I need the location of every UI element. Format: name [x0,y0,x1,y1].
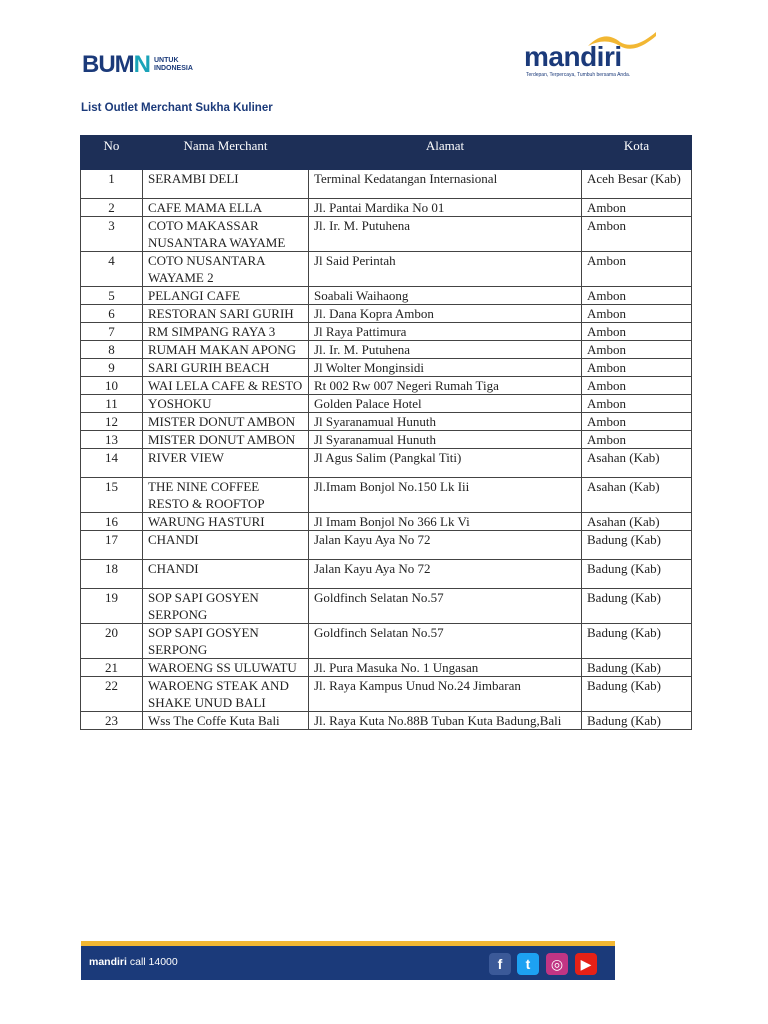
bumn-logo-subtitle: UNTUK INDONESIA [154,57,193,72]
bumn-logo [82,52,193,78]
cell-no: 19 [81,589,143,624]
cell-alamat: Jl Raya Pattimura [309,323,582,341]
table-row [81,377,692,395]
column-header-nama: Nama Merchant [143,136,309,170]
column-header-alamat: Alamat [309,136,582,170]
mandiri-tagline: Terdepan, Terpercaya, Tumbuh bersama Anda. [526,72,631,78]
cell-alamat: Jl Said Perintah [309,252,582,287]
cell-nama: SOP SAPI GOSYEN SERPONG [143,624,309,659]
cell-alamat: Goldfinch Selatan No.57 [309,589,582,624]
facebook-icon[interactable]: f [489,953,511,975]
cell-nama: MISTER DONUT AMBON [143,431,309,449]
mandiri-logo [524,30,659,80]
cell-kota: Asahan (Kab) [582,478,692,513]
cell-nama: SARI GURIH BEACH [143,359,309,377]
cell-alamat: Jl. Ir. M. Putuhena [309,341,582,359]
cell-alamat: Jl Agus Salim (Pangkal Titi) [309,449,582,478]
cell-kota: Ambon [582,252,692,287]
cell-no: 2 [81,199,143,217]
cell-nama: RM SIMPANG RAYA 3 [143,323,309,341]
table-row [81,217,692,252]
cell-nama: WARUNG HASTURI [143,513,309,531]
table-row [81,359,692,377]
cell-alamat: Jl Syaranamual Hunuth [309,431,582,449]
table-row [81,323,692,341]
table-row [81,170,692,199]
cell-kota: Badung (Kab) [582,659,692,677]
cell-no: 17 [81,531,143,560]
cell-kota: Ambon [582,359,692,377]
mandiri-wordmark: mandiri [524,41,622,72]
cell-no: 6 [81,305,143,323]
cell-alamat: Jl. Ir. M. Putuhena [309,217,582,252]
table-row [81,449,692,478]
cell-nama: RIVER VIEW [143,449,309,478]
bumn-logo-mark: BUMN [82,51,150,78]
footer-banner [81,941,615,980]
cell-no: 23 [81,712,143,730]
cell-nama: WAI LELA CAFE & RESTO [143,377,309,395]
cell-alamat: Jalan Kayu Aya No 72 [309,531,582,560]
cell-nama: RESTORAN SARI GURIH [143,305,309,323]
cell-nama: YOSHOKU [143,395,309,413]
cell-nama: SOP SAPI GOSYEN SERPONG [143,589,309,624]
cell-kota: Ambon [582,305,692,323]
table-row [81,589,692,624]
cell-alamat: Jl. Raya Kampus Unud No.24 Jimbaran [309,677,582,712]
youtube-icon[interactable]: ▶ [575,953,597,975]
table-row [81,305,692,323]
cell-nama: CHANDI [143,560,309,589]
cell-no: 11 [81,395,143,413]
cell-nama: WAROENG STEAK AND SHAKE UNUD BALI [143,677,309,712]
table-row [81,560,692,589]
cell-nama: CHANDI [143,531,309,560]
table-row [81,513,692,531]
cell-alamat: Rt 002 Rw 007 Negeri Rumah Tiga [309,377,582,395]
cell-nama: CAFE MAMA ELLA [143,199,309,217]
cell-no: 20 [81,624,143,659]
table-row [81,677,692,712]
instagram-icon[interactable]: ◎ [546,953,568,975]
cell-kota: Badung (Kab) [582,677,692,712]
cell-nama: COTO NUSANTARA WAYAME 2 [143,252,309,287]
cell-kota: Ambon [582,287,692,305]
cell-nama: WAROENG SS ULUWATU [143,659,309,677]
cell-alamat: Jl. Raya Kuta No.88B Tuban Kuta Badung,Bali [309,712,582,730]
table-body [81,170,692,730]
table-row [81,413,692,431]
table-row [81,478,692,513]
cell-nama: PELANGI CAFE [143,287,309,305]
cell-no: 21 [81,659,143,677]
cell-kota: Asahan (Kab) [582,449,692,478]
cell-alamat: Jalan Kayu Aya No 72 [309,560,582,589]
cell-kota: Ambon [582,341,692,359]
cell-no: 10 [81,377,143,395]
cell-kota: Ambon [582,199,692,217]
cell-no: 22 [81,677,143,712]
page-title: List Outlet Merchant Sukha Kuliner [81,102,273,114]
cell-alamat: Jl.Imam Bonjol No.150 Lk Iii [309,478,582,513]
cell-no: 7 [81,323,143,341]
cell-no: 13 [81,431,143,449]
table-row [81,659,692,677]
cell-nama: THE NINE COFFEE RESTO & ROOFTOP [143,478,309,513]
cell-kota: Aceh Besar (Kab) [582,170,692,199]
cell-kota: Badung (Kab) [582,589,692,624]
column-header-kota: Kota [582,136,692,170]
cell-nama: RUMAH MAKAN APONG [143,341,309,359]
table-row [81,199,692,217]
table-row [81,341,692,359]
cell-alamat: Goldfinch Selatan No.57 [309,624,582,659]
cell-alamat: Terminal Kedatangan Internasional [309,170,582,199]
cell-no: 18 [81,560,143,589]
cell-kota: Ambon [582,431,692,449]
cell-kota: Ambon [582,323,692,341]
cell-kota: Badung (Kab) [582,712,692,730]
cell-alamat: Jl. Pura Masuka No. 1 Ungasan [309,659,582,677]
table-row [81,531,692,560]
table-row [81,712,692,730]
cell-no: 12 [81,413,143,431]
cell-alamat: Soabali Waihaong [309,287,582,305]
table-row [81,431,692,449]
cell-no: 15 [81,478,143,513]
table-row [81,252,692,287]
cell-kota: Badung (Kab) [582,560,692,589]
cell-nama: SERAMBI DELI [143,170,309,199]
cell-kota: Ambon [582,217,692,252]
cell-kota: Asahan (Kab) [582,513,692,531]
cell-no: 4 [81,252,143,287]
cell-no: 3 [81,217,143,252]
cell-kota: Badung (Kab) [582,624,692,659]
table-row [81,624,692,659]
cell-no: 1 [81,170,143,199]
cell-alamat: Golden Palace Hotel [309,395,582,413]
table-row [81,287,692,305]
column-header-no: No [81,136,143,170]
cell-kota: Ambon [582,377,692,395]
cell-alamat: Jl Wolter Monginsidi [309,359,582,377]
cell-kota: Badung (Kab) [582,531,692,560]
cell-nama: COTO MAKASSAR NUSANTARA WAYAME [143,217,309,252]
cell-nama: Wss The Coffe Kuta Bali [143,712,309,730]
cell-alamat: Jl Imam Bonjol No 366 Lk Vi [309,513,582,531]
table-row [81,395,692,413]
cell-alamat: Jl. Pantai Mardika No 01 [309,199,582,217]
cell-no: 8 [81,341,143,359]
cell-kota: Ambon [582,395,692,413]
cell-nama: MISTER DONUT AMBON [143,413,309,431]
cell-no: 5 [81,287,143,305]
cell-no: 16 [81,513,143,531]
merchant-table [80,135,692,730]
cell-alamat: Jl. Dana Kopra Ambon [309,305,582,323]
footer-call-text: mandiri call 14000 [89,956,178,968]
cell-kota: Ambon [582,413,692,431]
table-header-row [81,136,692,170]
twitter-icon[interactable]: t [517,953,539,975]
cell-no: 9 [81,359,143,377]
cell-alamat: Jl Syaranamual Hunuth [309,413,582,431]
cell-no: 14 [81,449,143,478]
